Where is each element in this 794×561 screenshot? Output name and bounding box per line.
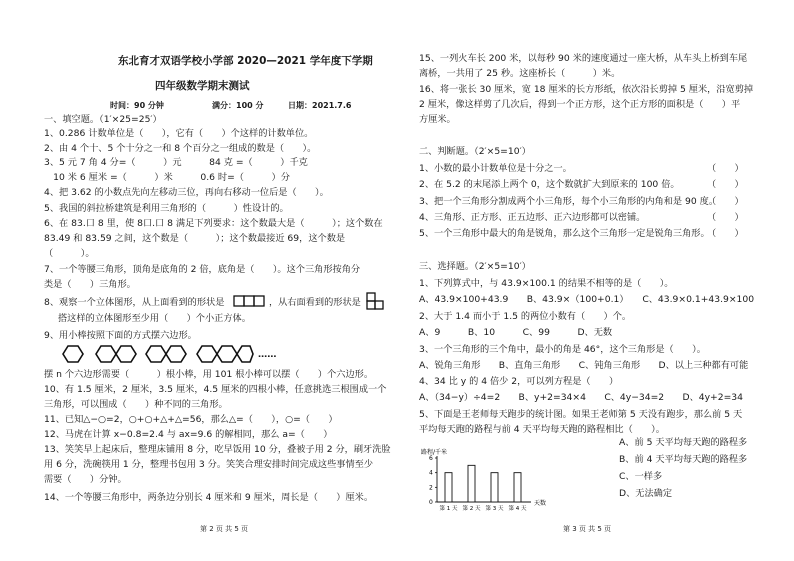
section-heading: 三、选择题。（2′×5=10′） [419,261,531,272]
question-line: 83.49 和 83.59 之间，这个数是（ ）；这个数最接近 69，这个数是 [44,233,346,244]
chart-bar [445,473,452,502]
question-line: 三角形，可以围成（ ）种不同的三角形。 [44,399,228,410]
answer-mark: （ ） [707,163,744,174]
exam-subtitle: 四年级数学期末测试 [155,80,250,92]
choice-option-c: C、一样多 [619,471,663,482]
chart-category-label: 第 3 天 [485,506,504,512]
chart-x-axis-label: 天数 [534,500,547,507]
question-line: 5、我国的斜拉桥建筑是利用三角形的（ ）性设计的。 [44,203,289,214]
question-line: 6、在 83.口 8 里，使 8口.口 8 满足下列要求：这个数最大是（ ）；这个数在 [44,218,383,229]
question-line: 用 6 分，洗碗筷用 1 分，整理书包用 3 分。笑笑合理安排时间完成这些事情至少 [44,459,374,470]
question-line: A、9 B、10 C、99 D、无数 [419,327,613,338]
question-line: 5、下面是王老师每天跑步的统计图。如果王老师第 5 天没有跑步，那么前 5 天 [419,409,743,420]
question-line: 2、在 5.2 的末尾添上两个 0，这个数就扩大到原来的 100 倍。 [419,179,680,190]
question-line: 需要（ ）分钟。 [44,474,127,485]
question-line: 4、34 比 y 的 4 倍少 2，可以列方程是（ ） [419,376,619,387]
right-view-shape-icon [366,292,386,312]
question-line: A、43.9×100+43.9 B、43.9×（100+0.1） C、43.9×0.1+43.9×100 [419,294,755,305]
question-line: 2、由 4 个十、5 个十分之一和 8 个百分之一组成的数是（ ）。 [44,143,317,154]
chart-bar [468,465,475,502]
question-line: A、（34−y）÷4=2 B、y+2=34×4 C、4y−34=2 D、4y+2=34 [419,392,743,403]
chart-y-tick-label: 4 [429,469,433,477]
page-footer: 第 3 页 共 5 页 [563,525,612,533]
choice-option-a: A、前 5 天平均每天跑的路程多 [619,437,748,448]
question-line: （ ）。 [44,248,95,259]
question-line: 13、笑笑早上起床后，整理床铺用 8 分，吃早饭用 10 分，叠被子用 2 分，刷牙洗脸 [44,444,391,455]
chart-category-label: 第 1 天 [439,506,458,512]
question-line: 11、已知△−○=2，○+○+△+△=56，那么△=（ ），○=（ ） [44,414,338,425]
exam-time: 时间：90 分钟 [110,101,164,110]
exam-title: 东北育才双语学校小学部 2020—2021 学年度下学期 [118,55,373,67]
question-line: A、锐角三角形 B、直角三角形 C、钝角三角形 D、以上三种都有可能 [419,360,749,371]
question-line: ，从右面看到的形状是 [269,297,361,308]
answer-mark: （ ） [707,212,744,223]
chart-bar [491,473,498,502]
running-bar-chart [419,444,569,514]
choice-option-b: B、前 4 天平均每天跑的路程多 [619,454,748,465]
top-view-shape-icon [233,295,267,308]
question-line: 5、一个三角形中最大的角是锐角，那么这个三角形一定是锐角三角形。 [419,228,710,239]
ellipsis: …… [258,349,277,360]
section-heading: 二、判断题。（2′×5=10′） [419,146,531,157]
chart-y-tick-label: 6 [429,455,433,462]
question-line: 4、把 3.62 的小数点先向左移动三位，再向右移动一位后是（ ）。 [44,187,329,198]
question-line: 2 厘米，像这样剪了几次后，得到一个正方形，这个正方形的面积是（ ）平 [419,99,741,110]
question-line: 1、0.286 计数单位是（ ），它有（ ）个这样的计数单位。 [44,128,314,139]
answer-mark: （ ） [707,196,744,207]
question-line: 3、把一个三角形分割成两个小三角形，每个小三角形的内角和是 90 度。 [419,196,719,207]
question-line: 3、一个三角形的三个角中，最小的角是 46°，这个三角形是（ ）。 [419,344,706,355]
chart-y-tick-label: 0 [429,499,433,506]
question-line: 10 米 6 厘米 =（ ）米 0.6 时=（ ）分 [44,172,290,183]
hexagon-pattern-3-icon [194,344,254,364]
question-line: 4、三角形、正方形、正五边形、正六边形都可以密铺。 [419,212,646,223]
page-footer: 第 2 页 共 5 页 [200,525,249,533]
question-line: 14、一个等腰三角形中，两条边分别长 4 厘米和 9 厘米，周长是（ ）厘米。 [44,492,374,503]
question-line: 1、下列算式中，与 43.9×100.1 的结果不相等的是（ ）。 [419,278,674,289]
question-line: 3、5 元 7 角 4 分=（ ）元 84 克 =（ ）千克 [44,157,308,168]
question-line: 1、小数的最小计数单位是十分之一。 [419,163,572,174]
question-line: 10、有 1.5 厘米，2 厘米，3.5 厘米，4.5 厘米的四根小棒，任意挑选三根围成一个 [44,384,387,395]
question-line: 方厘米。 [419,114,456,125]
answer-mark: （ ） [707,179,744,190]
question-line: 离桥，一共用了 25 秒。这座桥长（ ）米。 [419,68,621,79]
question-line: 9、用小棒按照下面的方式摆六边形。 [44,330,197,341]
question-line: 12、马虎在计算 x−0.8=2.4 与 ax=9.6 的解相同，那么 a=（ ） [44,429,333,440]
chart-category-label: 第 4 天 [508,506,527,512]
question-line: 2、大于 1.4 而小于 1.5 的两位小数有（ ）个。 [419,311,632,322]
exam-date: 日期：2021.7.6 [288,101,352,110]
question-line: 15、一列火车长 200 米，以每秒 90 米的速度通过一座大桥，从车头上桥到车尾 [419,53,748,64]
choice-option-d: D、无法确定 [619,488,673,499]
chart-bar [514,473,521,502]
section-heading: 一、填空题。（1′×25=25′） [44,114,162,125]
answer-mark: （ ） [707,228,744,239]
question-line: 16、将一张长 30 厘米，宽 18 厘米的长方形纸，依次沿长剪掉 5 厘米，沿宽剪掉 [419,84,754,95]
exam-page-3 [397,0,794,561]
question-line: 平均每天跑的路程与前 4 天平均每天跑的路程相比（ ）。 [419,424,665,435]
question-line: 搭这样的立体图形至少用（ ）个小正方体。 [58,313,251,324]
chart-y-axis-label: 路程/千米 [421,449,448,456]
chart-category-label: 第 2 天 [462,506,481,512]
hexagon-pattern-icon [60,344,190,364]
question-line: 7、一个等腰三角形，顶角是底角的 2 倍，底角是（ ）。这个三角形按角分 [44,264,361,275]
exam-score: 满分：100 分 [212,101,264,110]
question-line: 类是（ ）三角形。 [44,279,136,290]
question-line: 8、观察一个立体图形，从上面看到的形状是 [44,297,225,308]
chart-y-tick-label: 2 [429,484,433,492]
question-line: 摆 n 个六边形需要（ ）根小棒，用 101 根小棒可以摆（ ）个六边形。 [44,369,374,380]
